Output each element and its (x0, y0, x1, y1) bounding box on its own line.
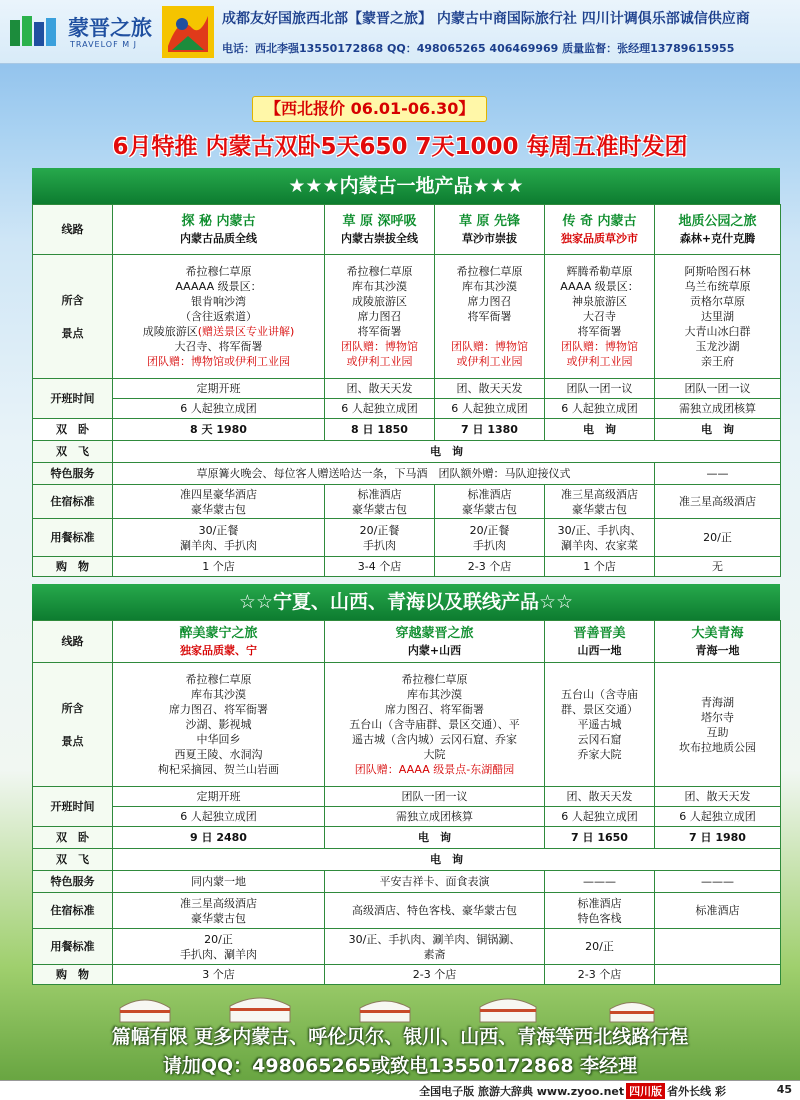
scenic-cell: 希拉穆仁草原 AAAAA 级景区： 银肯响沙湾 （含往返索道） 成陵旅游区(赠送景区专业讲解) 大召寺、将军衙署 团队赠：博物馆或伊利工业园 (113, 255, 325, 379)
train-price-cell: 7 日 1650 (545, 827, 655, 849)
route-cell: 晋善晋美 山西一地 (545, 621, 655, 663)
feature-cell: 平安吉祥卡、面食表演 (325, 871, 545, 893)
row-label-train: 双 卧 (33, 827, 113, 849)
feature-cell: ——— (655, 871, 781, 893)
min-group-cell: 需独立成团核算 (655, 399, 781, 419)
footer-note (0, 1022, 800, 1078)
row-label-train: 双 卧 (33, 419, 113, 441)
meal-row (33, 929, 781, 965)
shop-cell: 3 个店 (113, 965, 325, 985)
train-price-row (33, 419, 781, 441)
row-label-route: 线路 (33, 205, 113, 255)
row-label-shop: 购 物 (33, 965, 113, 985)
bottom-bar-text (419, 1083, 726, 1099)
meal-cell: 20/正 (545, 929, 655, 965)
shop-cell: 1 个店 (545, 557, 655, 577)
price-period-badge: 【西北报价 06.01-06.30】 (252, 96, 487, 122)
schedule-cell: 团队一团一议 (655, 379, 781, 399)
train-price-cell: 8 天 1980 (113, 419, 325, 441)
meal-cell (655, 929, 781, 965)
schedule-cell: 团、散天天发 (655, 787, 781, 807)
scenic-cell: 希拉穆仁草原 库布其沙漠 席力图召、将军衙署 五台山（含寺庙群、景区交通）、平 遥古城（含内城）云冈石窟、乔家 大院 团队赠：AAAA 级景点-东湖醋园 (325, 663, 545, 787)
schedule-cell: 团、散天天发 (435, 379, 545, 399)
row-label-schedule: 开班时间 (33, 379, 113, 419)
feature-cell: ——— (545, 871, 655, 893)
schedule-row (33, 787, 781, 807)
hotel-cell: 准三星高级酒店 豪华蒙古包 (545, 485, 655, 519)
feature-cell: 同内蒙一地 (113, 871, 325, 893)
min-group-cell: 6 人起独立成团 (545, 399, 655, 419)
min-group-cell: 6 人起独立成团 (113, 807, 325, 827)
scenic-cell: 希拉穆仁草原 库布其沙漠 席力图召、将军衙署 沙湖、影视城 中华回乡 西夏王陵、水洞沟 枸杞采摘园、贺兰山岩画 (113, 663, 325, 787)
flight-price-row (33, 849, 781, 871)
route-cell: 醉美蒙宁之旅 独家品质蒙、宁 (113, 621, 325, 663)
feature-row (33, 871, 781, 893)
train-price-cell: 8 日 1850 (325, 419, 435, 441)
schedule-cell: 定期开班 (113, 379, 325, 399)
meal-row (33, 519, 781, 557)
hotel-row (33, 485, 781, 519)
travel-logo-icon (8, 14, 60, 48)
hotel-cell: 准三星高级酒店 (655, 485, 781, 519)
min-group-cell: 6 人起独立成团 (435, 399, 545, 419)
hotel-cell: 标准酒店 豪华蒙古包 (325, 485, 435, 519)
row-label-shop: 购 物 (33, 557, 113, 577)
shop-cell: 2-3 个店 (435, 557, 545, 577)
min-group-row (33, 807, 781, 827)
meal-cell: 20/正 (655, 519, 781, 557)
header-agency-line: 成都友好国旅西北部【蒙晋之旅】 内蒙古中商国际旅行社 四川计调俱乐部诚信供应商 (222, 11, 750, 27)
route-row (33, 205, 781, 255)
section2-title: ☆☆宁夏、山西、青海以及联线产品☆☆ (32, 584, 780, 620)
meal-cell: 20/正 手扒肉、涮羊肉 (113, 929, 325, 965)
agency-emblem-icon (162, 6, 214, 58)
logo-text: 蒙晋之旅 (68, 16, 152, 40)
edition-tag: 四川版 (626, 1083, 665, 1099)
row-label-scenic: 所含 景点 (33, 663, 113, 787)
shop-cell: 3-4 个店 (325, 557, 435, 577)
row-label-scenic: 所含 景点 (33, 255, 113, 379)
schedule-row (33, 379, 781, 399)
feature-cell: 草原篝火晚会、每位客人赠送哈达一条，下马酒 团队额外赠：马队迎接仪式 (113, 463, 655, 485)
headline-promo: 6月特推 内蒙古双卧5天650 7天1000 每周五准时发团 (112, 134, 688, 160)
row-label-flight: 双 飞 (33, 849, 113, 871)
page-number: 45 (776, 1083, 792, 1096)
shop-cell: 1 个店 (113, 557, 325, 577)
route-cell: 穿越蒙晋之旅 内蒙+山西 (325, 621, 545, 663)
shop-cell: 无 (655, 557, 781, 577)
train-price-cell: 7 日 1380 (435, 419, 545, 441)
schedule-cell: 团队一团一议 (325, 787, 545, 807)
hotel-row (33, 893, 781, 929)
min-group-cell: 6 人起独立成团 (325, 399, 435, 419)
train-price-cell: 电 询 (545, 419, 655, 441)
route-cell: 探 秘 内蒙古 内蒙古品质全线 (113, 205, 325, 255)
shop-row (33, 965, 781, 985)
hotel-cell: 标准酒店 豪华蒙古包 (435, 485, 545, 519)
route-row (33, 621, 781, 663)
hotel-cell: 标准酒店 特色客栈 (545, 893, 655, 929)
header-contact-line: 电话：西北李强13550172868 QQ：498065265 406469969 质量监督：张经理13789615955 (222, 42, 735, 55)
row-label-meal: 用餐标准 (33, 519, 113, 557)
train-price-cell: 9 日 2480 (113, 827, 325, 849)
scenic-cell: 辉腾希勒草原 AAAA 级景区： 神泉旅游区 大召寺 将军衙署 团队赠：博物馆 或伊利工业园 (545, 255, 655, 379)
feature-cell: —— (655, 463, 781, 485)
schedule-cell: 定期开班 (113, 787, 325, 807)
row-label-flight: 双 飞 (33, 441, 113, 463)
footer-line2: 请加QQ：498065265或致电13550172868 李经理 (162, 1055, 638, 1077)
feature-row (33, 463, 781, 485)
shop-cell: 2-3 个店 (545, 965, 655, 985)
page-header (0, 0, 800, 64)
row-label-schedule: 开班时间 (33, 787, 113, 827)
schedule-cell: 团、散天天发 (325, 379, 435, 399)
footer-line1: 篇幅有限 更多内蒙古、呼伦贝尔、银川、山西、青海等西北线路行程 (111, 1026, 689, 1048)
row-label-meal: 用餐标准 (33, 929, 113, 965)
row-label-feature: 特色服务 (33, 463, 113, 485)
row-label-hotel: 住宿标准 (33, 893, 113, 929)
shop-cell: 2-3 个店 (325, 965, 545, 985)
scenic-cell: 希拉穆仁草原 库布其沙漠 席力图召 将军衙署 团队赠：博物馆 或伊利工业园 (435, 255, 545, 379)
row-label-hotel: 住宿标准 (33, 485, 113, 519)
shop-cell (655, 965, 781, 985)
flight-price-cell: 电 询 (113, 849, 781, 871)
meal-cell: 30/正餐 涮羊肉、手扒肉 (113, 519, 325, 557)
shop-row (33, 557, 781, 577)
min-group-cell: 需独立成团核算 (325, 807, 545, 827)
meal-cell: 30/正、手扒肉、 涮羊肉、农家菜 (545, 519, 655, 557)
min-group-row (33, 399, 781, 419)
hotel-cell: 准四星豪华酒店 豪华蒙古包 (113, 485, 325, 519)
route-cell: 草 原 深呼吸 内蒙古崇拔全线 (325, 205, 435, 255)
scenic-row (33, 255, 781, 379)
bottom-bar-category: 省外长线 彩 (667, 1085, 726, 1098)
section2-table (32, 620, 781, 985)
flight-price-row (33, 441, 781, 463)
meal-cell: 30/正、手扒肉、涮羊肉、铜锅涮、 素斋 (325, 929, 545, 965)
min-group-cell: 6 人起独立成团 (545, 807, 655, 827)
schedule-cell: 团、散天天发 (545, 787, 655, 807)
logo-subtext: TRAVELOF M J (70, 40, 138, 49)
flight-price-cell: 电 询 (113, 441, 781, 463)
section1-title: ★★★内蒙古一地产品★★★ (32, 168, 780, 204)
row-label-route: 线路 (33, 621, 113, 663)
meal-cell: 20/正餐 手扒肉 (325, 519, 435, 557)
section1-table (32, 204, 781, 577)
hotel-cell: 标准酒店 (655, 893, 781, 929)
scenic-cell: 五台山（含寺庙 群、景区交通） 平遥古城 云冈石窟 乔家大院 (545, 663, 655, 787)
hotel-cell: 高级酒店、特色客栈、豪华蒙古包 (325, 893, 545, 929)
train-price-row (33, 827, 781, 849)
train-price-cell: 电 询 (325, 827, 545, 849)
hotel-cell: 准三星高级酒店 豪华蒙古包 (113, 893, 325, 929)
route-cell: 传 奇 内蒙古 独家品质草沙市 (545, 205, 655, 255)
bottom-bar (0, 1080, 800, 1100)
train-price-cell: 电 询 (655, 419, 781, 441)
route-cell: 地质公园之旅 森林+克什克腾 (655, 205, 781, 255)
min-group-cell: 6 人起独立成团 (655, 807, 781, 827)
route-cell: 大美青海 青海一地 (655, 621, 781, 663)
scenic-cell: 希拉穆仁草原 库布其沙漠 成陵旅游区 席力图召 将军衙署 团队赠：博物馆 或伊利工业园 (325, 255, 435, 379)
yurts-decoration-icon (110, 990, 690, 1024)
meal-cell: 20/正餐 手扒肉 (435, 519, 545, 557)
train-price-cell: 7 日 1980 (655, 827, 781, 849)
route-cell: 草 原 先锋 草沙市崇拔 (435, 205, 545, 255)
scenic-row (33, 663, 781, 787)
scenic-cell: 青海湖 塔尔寺 互助 坎布拉地质公园 (655, 663, 781, 787)
row-label-feature: 特色服务 (33, 871, 113, 893)
scenic-cell: 阿斯哈图石林 乌兰布统草原 贡格尔草原 达里湖 大青山冰臼群 玉龙沙湖 亲王府 (655, 255, 781, 379)
min-group-cell: 6 人起独立成团 (113, 399, 325, 419)
bottom-bar-site: 全国电子版 旅游大辞典 www.zyoo.net (419, 1085, 625, 1098)
schedule-cell: 团队一团一议 (545, 379, 655, 399)
